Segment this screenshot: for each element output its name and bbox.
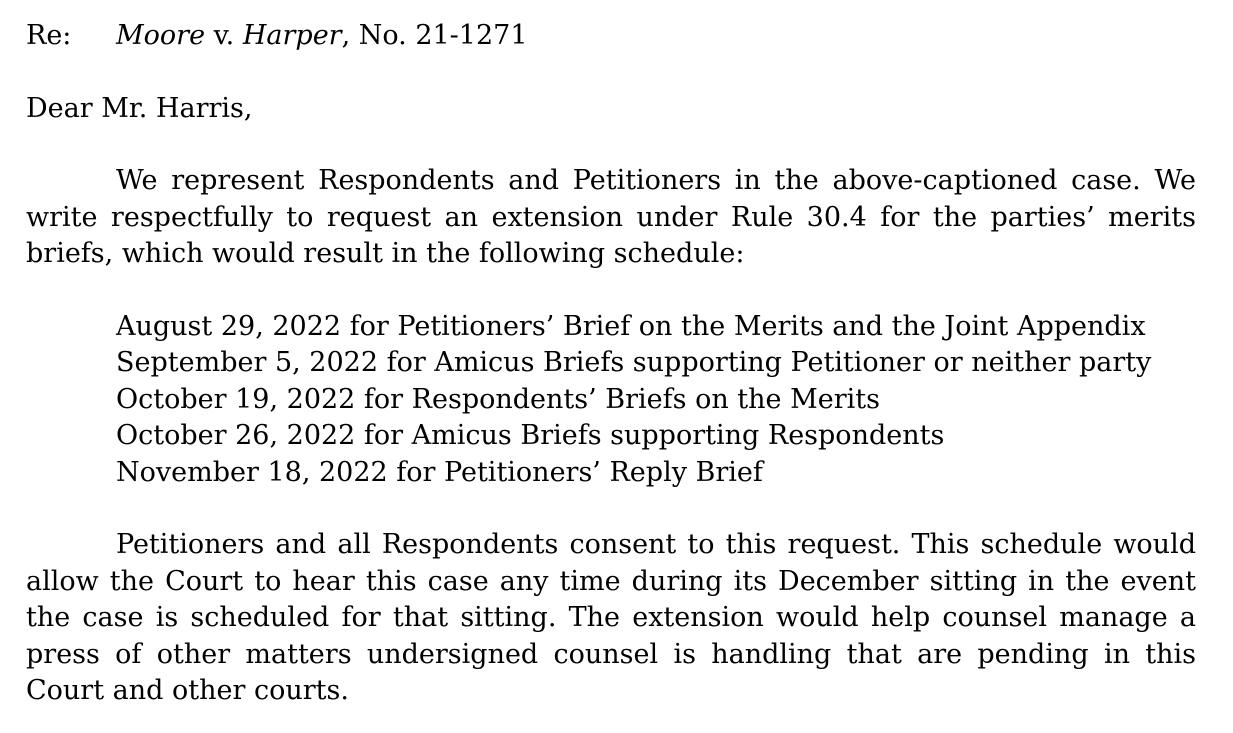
schedule-item: August 29, 2022 for Petitioners’ Brief on the Merits and the Joint Appendix xyxy=(116,310,1146,342)
letter-body xyxy=(26,18,1196,710)
schedule-item: October 19, 2022 for Respondents’ Briefs on the Merits xyxy=(116,383,880,415)
paragraph-request: We represent Respondents and Petitioners in the above-captioned case. We write respectfully to request an extension under Rule 30.4 for the parties’ merits briefs, which would result in the following schedule: xyxy=(26,165,1196,269)
re-label: Re: xyxy=(26,20,72,51)
case-party-second: Harper xyxy=(242,20,342,51)
case-party-first: Moore xyxy=(116,20,206,51)
case-number: , No. 21-1271 xyxy=(341,20,528,51)
re-line xyxy=(26,18,1196,55)
case-versus: v. xyxy=(205,20,243,51)
paragraph-consent: Petitioners and all Respondents consent to this request. This schedule would allow the Court to hear this case any time during its December sitting in the event the case is scheduled for that sitting. The extension would help counsel manage a press of other matters undersigned counsel is handling that are pending in this Court and other courts. xyxy=(26,529,1196,706)
schedule-item: November 18, 2022 for Petitioners’ Reply Brief xyxy=(116,456,763,488)
schedule-item: October 26, 2022 for Amicus Briefs supporting Respondents xyxy=(116,420,945,451)
schedule-item: September 5, 2022 for Amicus Briefs supporting Petitioner or neither party xyxy=(116,347,1152,378)
schedule-list xyxy=(116,309,1196,492)
salutation: Dear Mr. Harris, xyxy=(26,92,253,124)
